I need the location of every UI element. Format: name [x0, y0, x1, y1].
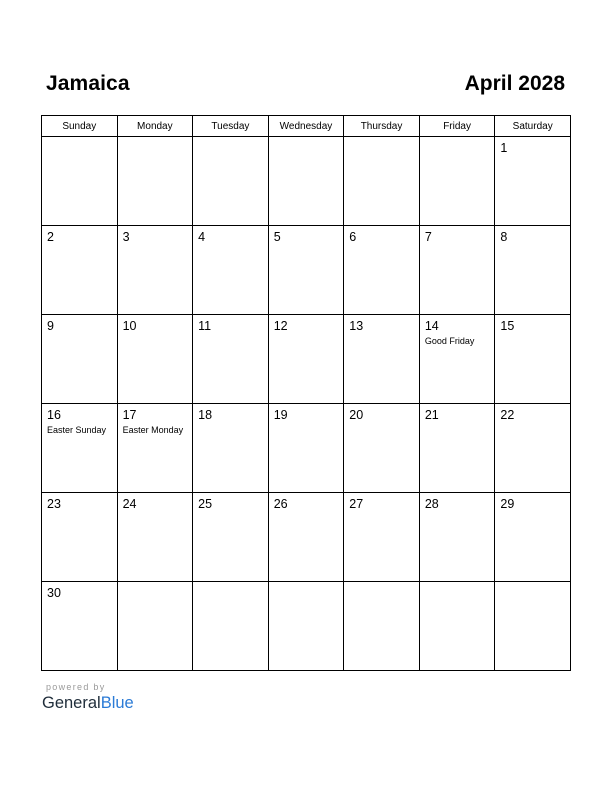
weekday-header-row	[42, 116, 571, 137]
day-number: 24	[122, 497, 137, 511]
day-number: 2	[47, 230, 54, 244]
day-number: 23	[47, 497, 61, 511]
day-cell	[344, 315, 420, 404]
day-cell	[193, 404, 269, 493]
day-cell	[193, 315, 269, 404]
day-number: 7	[424, 230, 432, 244]
week-row	[42, 137, 571, 226]
day-cell	[495, 226, 571, 315]
week-row	[42, 315, 571, 404]
day-number: 10	[122, 319, 137, 333]
day-cell	[193, 137, 269, 226]
day-number: 8	[500, 230, 508, 244]
day-number: 19	[273, 408, 288, 422]
day-cell	[495, 315, 571, 404]
weekday-wednesday: Wednesday	[268, 116, 344, 137]
holiday-label: Good Friday	[424, 336, 475, 346]
day-cell	[344, 226, 420, 315]
holiday-label: Easter Sunday	[47, 425, 107, 435]
day-cell	[117, 493, 193, 582]
calendar-grid	[41, 115, 571, 671]
day-cell	[117, 404, 193, 493]
weekday-tuesday: Tuesday	[193, 116, 269, 137]
day-number: 22	[500, 408, 515, 422]
day-number: 20	[349, 408, 364, 422]
day-cell	[42, 582, 118, 671]
week-row	[42, 404, 571, 493]
day-cell	[268, 226, 344, 315]
day-cell	[495, 493, 571, 582]
day-cell	[42, 226, 118, 315]
day-cell	[193, 582, 269, 671]
day-cell	[495, 582, 571, 671]
day-cell	[419, 582, 495, 671]
day-number: 13	[349, 319, 364, 333]
day-number: 1	[500, 141, 508, 155]
day-cell	[117, 137, 193, 226]
day-number: 30	[47, 586, 61, 600]
day-number: 16	[47, 408, 61, 422]
day-cell	[419, 137, 495, 226]
day-number: 25	[198, 497, 213, 511]
weekday-sunday: Sunday	[42, 116, 118, 137]
weekday-friday: Friday	[419, 116, 495, 137]
week-row	[42, 582, 571, 671]
day-number: 4	[198, 230, 206, 244]
day-number: 17	[122, 408, 137, 422]
day-cell	[495, 404, 571, 493]
day-cell	[495, 137, 571, 226]
brand-blue-text: Blue	[100, 694, 134, 712]
day-cell	[117, 226, 193, 315]
day-cell	[42, 137, 118, 226]
generalblue-logo[interactable]	[42, 694, 134, 713]
day-number: 5	[273, 230, 281, 244]
day-cell	[419, 226, 495, 315]
day-cell	[268, 493, 344, 582]
day-number: 21	[424, 408, 439, 422]
day-cell	[193, 226, 269, 315]
day-number: 9	[47, 319, 54, 333]
day-cell	[117, 582, 193, 671]
day-cell	[268, 137, 344, 226]
day-number: 3	[122, 230, 130, 244]
day-cell	[344, 582, 420, 671]
week-row	[42, 493, 571, 582]
day-cell	[268, 315, 344, 404]
day-number: 28	[424, 497, 439, 511]
country-title: Jamaica	[46, 72, 130, 95]
weekday-saturday: Saturday	[495, 116, 571, 137]
day-cell	[419, 404, 495, 493]
day-number: 29	[500, 497, 515, 511]
day-number: 27	[349, 497, 364, 511]
month-title: April 2028	[464, 72, 565, 95]
powered-by-label: powered by	[46, 682, 106, 692]
holiday-label: Easter Monday	[122, 425, 184, 435]
day-cell	[268, 582, 344, 671]
day-cell	[419, 315, 495, 404]
day-cell	[344, 137, 420, 226]
day-cell	[344, 493, 420, 582]
day-number: 6	[349, 230, 357, 244]
day-number: 15	[500, 319, 515, 333]
day-cell	[419, 493, 495, 582]
day-number: 14	[424, 319, 439, 333]
day-number: 12	[273, 319, 288, 333]
day-cell	[42, 493, 118, 582]
day-number: 11	[198, 319, 212, 333]
weekday-monday: Monday	[117, 116, 193, 137]
day-cell	[344, 404, 420, 493]
day-cell	[42, 315, 118, 404]
brand-general-text: General	[42, 694, 101, 712]
day-cell	[42, 404, 118, 493]
weekday-thursday: Thursday	[344, 116, 420, 137]
day-cell	[117, 315, 193, 404]
day-number: 26	[273, 497, 288, 511]
day-cell	[193, 493, 269, 582]
day-cell	[268, 404, 344, 493]
calendar-body	[42, 137, 571, 671]
day-number: 18	[198, 408, 213, 422]
week-row	[42, 226, 571, 315]
